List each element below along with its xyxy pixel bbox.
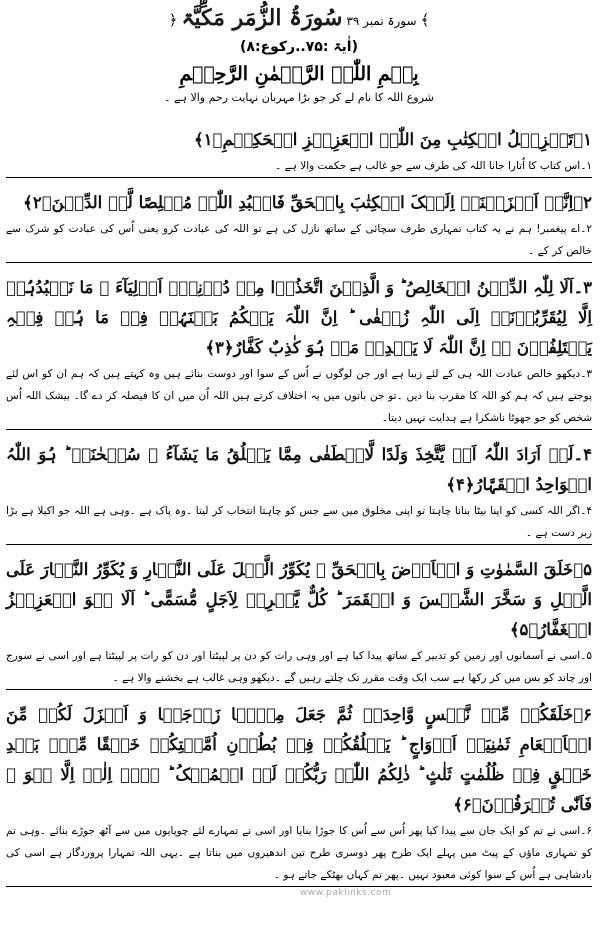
verse-block bbox=[6, 125, 592, 178]
verse-arabic: ۶۔خَلَقَکُمۡ مِّنۡ نَّفۡسٍ وَّاحِدَۃٍ ثُمَّ جَعَلَ مِنۡہَا زَوۡجَہَا وَ اَنۡزَلَ لَکُمۡ مِّنَ الۡاَنۡعَامِ ثَمٰنِیَۃَ اَزۡوَاجٍ ؕ یَخۡلُقُکُمۡ فِیۡ بُطُوۡنِ اُمَّہٰتِکُمۡ خَلۡقًا مِّنۡۢ بَعۡدِ خَلۡقٍ فِیۡ ظُلُمٰتٍ ثَلٰثٍ ؕ ذٰلِکُمُ اللّٰہُ رَبُّکُمۡ لَہُ الۡمُلۡکُ ؕ لَاۤ اِلٰہَ اِلَّا ہُوَ ۚ فَاَنّٰی تُصۡرَفُوۡنَ﴿۶﴾ bbox=[6, 704, 592, 814]
verse-arabic: ۴۔لَوۡ اَرَادَ اللّٰہُ اَنۡ یَّتَّخِذَ وَلَدًا لَّاصۡطَفٰی مِمَّا یَخۡلُقُ مَا یَشَآءُ ۙ سُبۡحٰنَہٗ ؕ ہُوَ اللّٰہُ الۡوَاحِدُ الۡقَہَّارُ﴿۴﴾ bbox=[6, 444, 592, 494]
bismillah: بِسۡمِ اللّٰہِ الرَّحۡمٰنِ الرَّحِیۡمِ bbox=[179, 62, 419, 85]
ornate-bracket-left: ﴿ bbox=[168, 11, 178, 29]
verse-list bbox=[6, 125, 592, 887]
bismillah-translation: شروع اللہ کا نام لے کر جو بڑا مہربان نہایت رحم والا ہے ۔ bbox=[164, 91, 434, 105]
verse-block bbox=[6, 188, 592, 263]
verse-block bbox=[6, 700, 592, 887]
surah-number: سورۃ نمبر ۳۹ bbox=[346, 14, 417, 28]
ornate-bracket-right: ﴾ bbox=[420, 11, 430, 29]
verse-translation: ۲۔اے پیغمبر! ہم نے یہ کتاب تمہاری طرف سچائی کے ساتھ نازل کی ہے تو اللہ کی عبادت کرو یعنی اُس کی عبادت کو شرک سے خالص کر کے ۔ bbox=[6, 218, 592, 263]
verse-arabic: ۲۔اِنَّاۤ اَنۡزَلۡنَاۤ اِلَیۡکَ الۡکِتٰبَ بِالۡحَقِّ فَاعۡبُدِ اللّٰہَ مُخۡلِصًا لَّہُ الدِّیۡنَ﴿۲﴾ bbox=[23, 192, 592, 212]
verse-block bbox=[6, 440, 592, 545]
verse-block bbox=[6, 273, 592, 430]
verse-arabic: ۱۔تَنۡزِیۡلُ الۡکِتٰبِ مِنَ اللّٰہِ الۡعَزِیۡزِ الۡحَکِیۡمِ﴿۱﴾ bbox=[194, 129, 592, 149]
surah-title: سُورَۃُ الزُّمَر مَکِّیَّۃ bbox=[181, 5, 343, 31]
site-watermark: www.paklinks.com bbox=[300, 888, 392, 898]
verse-arabic: ۳۔اَلَا لِلّٰہِ الدِّیۡنُ الۡخَالِصُ ؕ وَ الَّذِیۡنَ اتَّخَذُوۡا مِنۡ دُوۡنِہٖۤ اَوۡلِیَآءَ ۘ مَا نَعۡبُدُہُمۡ اِلَّا لِیُقَرِّبُوۡنَاۤ اِلَی اللّٰہِ زُلۡفٰی ؕ اِنَّ اللّٰہَ یَحۡکُمُ بَیۡنَہُمۡ فِیۡ مَا ہُمۡ فِیۡہِ یَخۡتَلِفُوۡنَ ۬ؕ اِنَّ اللّٰہَ لَا یَہۡدِیۡ مَنۡ ہُوَ کٰذِبٌ کَفَّارٌ﴿۳﴾ bbox=[6, 277, 592, 357]
surah-heading bbox=[6, 6, 592, 30]
verse-translation: ۵۔اسی نے آسمانوں اور زمین کو تدبیر کے ساتھ پیدا کیا ہے اور وہی رات کو دن پر لپیٹتا اور دن کو رات پر لپیٹتا ہے اور اسی نے سورج اور چاند کو بس میں کر رکھا ہے سب ایک وقت مقرر تک چلتے رہیں گے ۔دیکھو وہی غالب ہے بخشنے والا ہے ۔ bbox=[6, 645, 592, 690]
verse-arabic: ۵۔خَلَقَ السَّمٰوٰتِ وَ الۡاَرۡضَ بِالۡحَقِّ ۚ یُکَوِّرُ الَّیۡلَ عَلَی النَّہَارِ وَ یُکَوِّرُ النَّہَارَ عَلَی الَّیۡلِ وَ سَخَّرَ الشَّمۡسَ وَ الۡقَمَرَ ؕ کُلٌّ یَّجۡرِیۡ لِاَجَلٍ مُّسَمًّی ؕ اَلَا ہُوَ الۡعَزِیۡزُ الۡغَفَّارُ﴿۵﴾ bbox=[6, 559, 592, 639]
verse-translation: ۳۔دیکھو خالص عبادت اللہ ہی کے لئے زیبا ہے اور جن لوگوں نے اُس کے سوا اور دوست بنائے ہیں وہ کہتے ہیں کہ ہم ان کو اس لئے پوجتے ہیں کہ ہم کو اللہ کا مقرب بنا دیں ۔تو جن باتوں میں یہ اختلاف کرتے ہیں اللہ اُن میں ان کا فیصلہ کر دے گا۔ بیشک اللہ اُس شخص کو جو جھوٹا ناشکرا ہے ہدایت نہیں دیتا۔ bbox=[6, 363, 592, 430]
page-header bbox=[6, 6, 592, 105]
verse-translation: ۴۔اگر اللہ کسی کو اپنا بیٹا بنانا چاہتا تو اپنی مخلوق میں سے جس کو چاہتا انتخاب کر لیتا ۔وہ پاک ہے ۔وہی ہے اللہ جو اکیلا ہے بڑا زبر دست ہے ۔ bbox=[6, 500, 592, 545]
verse-translation: ۱۔اس کتاب کا اُتارا جانا اللہ کی طرف سے جو غالب ہے حکمت والا ہے ۔ bbox=[6, 155, 592, 178]
ayah-ruku-info: (اٰیۃ :۷۵..رکوع:۸) bbox=[240, 39, 358, 56]
verse-translation: ۶۔اسی نے تم کو ایک جان سے پیدا کیا پھر اُس سے اُس کا جوڑا بنایا اور اسی نے تمہارے لئے چوپایوں میں سے آٹھ جوڑے بنائے ۔وہی تم کو تمہاری ماؤں کے پیٹ میں پہلے ایک طرح پھر دوسری طرح تین اندھیروں میں بناتا ہے ۔یہی اللہ تمہارا پروردگار ہے اسی کی بادشاہی ہے اُس کے سوا کوئی معبود نہیں ۔پھر تم کہاں بھٹکے جاتے ہو ۔ bbox=[6, 820, 592, 887]
verse-block bbox=[6, 555, 592, 690]
